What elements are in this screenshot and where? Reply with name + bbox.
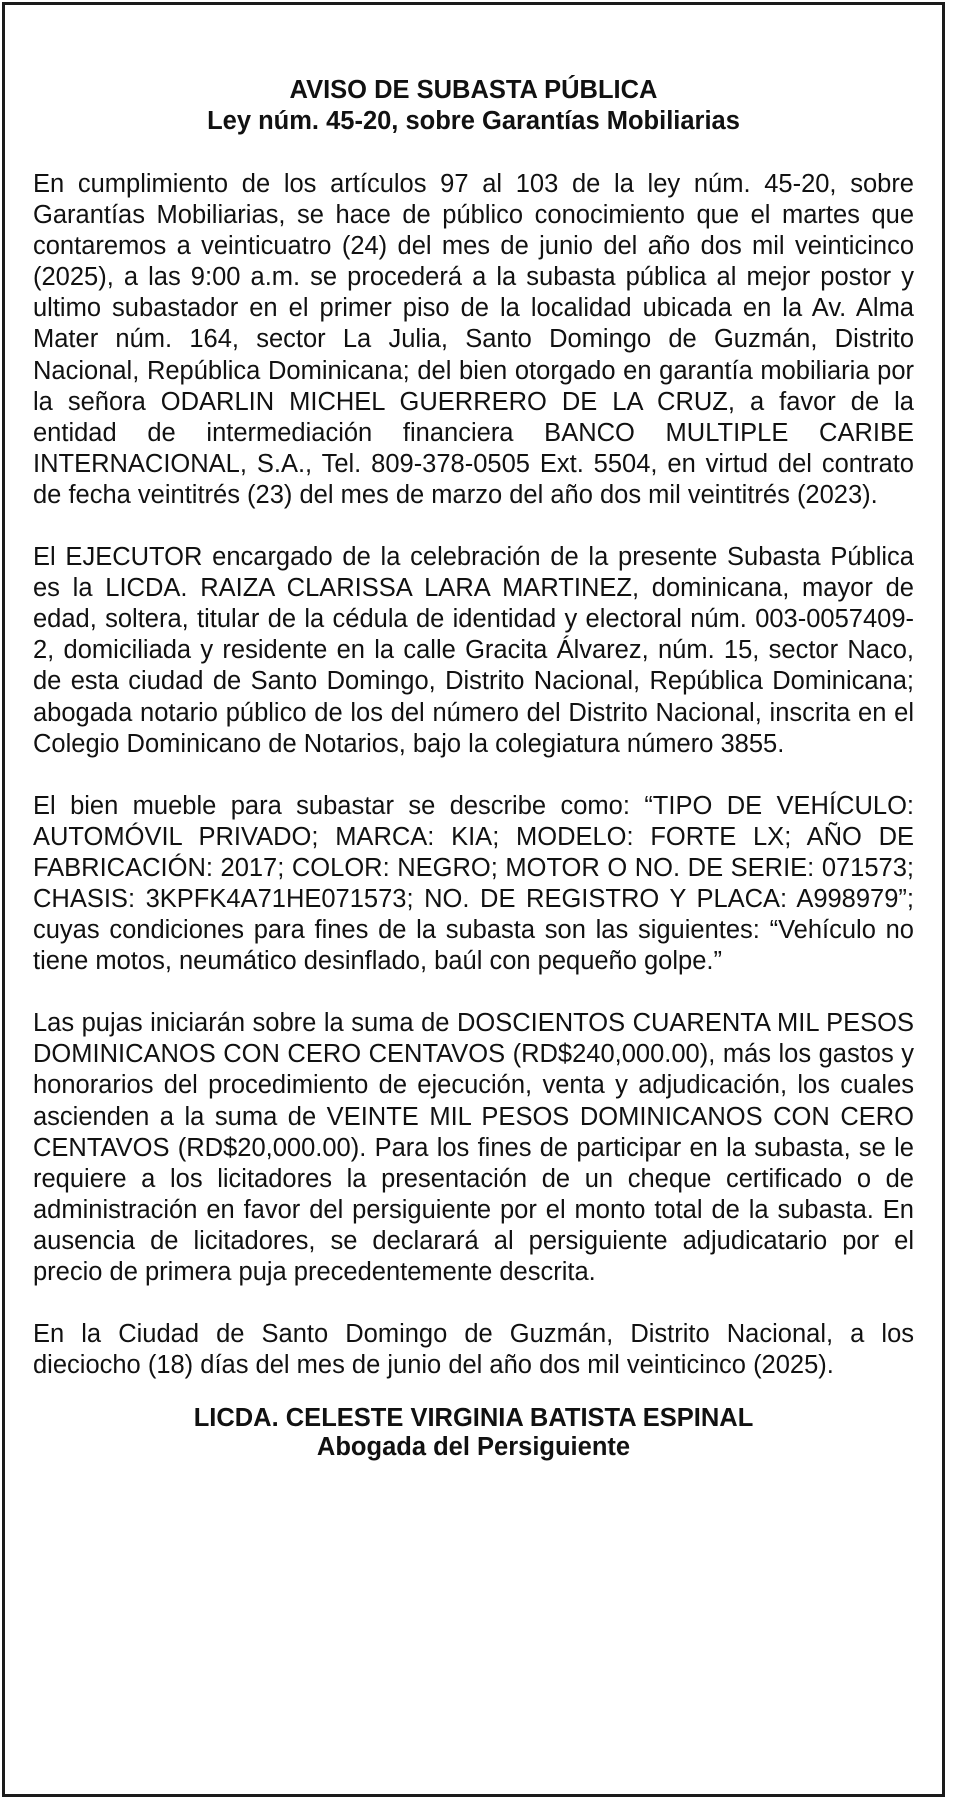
paragraph-executor: El EJECUTOR encargado de la celebración de la presente Subasta Pública es la LICDA. RAIZA CLARISSA LARA MARTINEZ, dominicana, mayor de edad, soltera, titular de la cédula de identidad y electoral núm. 003-0057409-2, domiciliada y residente en la calle Gracita Álvarez, núm. 15, sector Naco, de esta ciudad de Santo Domingo, Distrito Nacional, República Dominicana; abogada notario público de los del número del Distrito Nacional, inscrita en el Colegio Dominicano de Notarios, bajo la colegiatura número 3855.	[33, 543, 914, 758]
paragraph-place-date: En la Ciudad de Santo Domingo de Guzmán, Distrito Nacional, a los dieciocho (18) días del mes de junio del año dos mil veinticinco (2025).	[33, 1320, 914, 1380]
signature-role: Abogada del Persiguiente	[316, 1433, 631, 1462]
notice-subtitle: Ley núm. 45-20, sobre Garantías Mobiliarias	[207, 107, 740, 135]
notice-content	[33, 75, 914, 1462]
signature-name: LICDA. CELESTE VIRGINIA BATISTA ESPINAL	[193, 1404, 754, 1433]
paragraph-vehicle-description: El bien mueble para subastar se describe como: “TIPO DE VEHÍCULO: AUTOMÓVIL PRIVADO; MARCA: KIA; MODELO: FORTE LX; AÑO DE FABRICACIÓN: 2017; COLOR: NEGRO; MOTOR O NO. DE SERIE: 071573; CHASIS: 3KPFK4A71HE071573; NO. DE REGISTRO Y PLACA: A998979”; cuyas condiciones para fines de la subasta son las siguientes: “Vehículo no tiene motos, neumático desinflado, baúl con pequeño golpe.”	[33, 791, 914, 976]
paragraph-bidding-terms: Las pujas iniciarán sobre la suma de DOSCIENTOS CUARENTA MIL PESOS DOMINICANOS CON CERO CENTAVOS (RD$240,000.00), más los gastos y honorarios del procedimiento de ejecución, venta y adjudicación, los cuales ascienden a la suma de VEINTE MIL PESOS DOMINICANOS CON CERO CENTAVOS (RD$20,000.00). Para los fines de participar en la subasta, se le requiere a los licitadores la presentación de un cheque certificado o de administración en favor del persiguiente por el monto total de la subasta. En ausencia de licitadores, se declarará al persiguiente adjudicatario por el precio de primera puja precedentemente descrita.	[33, 1009, 914, 1286]
signature-block	[33, 1404, 914, 1462]
auction-notice	[2, 2, 945, 1797]
notice-title: AVISO DE SUBASTA PÚBLICA	[289, 76, 658, 104]
paragraph-auction-announcement: En cumplimiento de los artículos 97 al 103 de la ley núm. 45-20, sobre Garantías Mobiliarias, se hace de público conocimiento que el martes que contaremos a veinticuatro (24) del mes de junio del año dos mil veinticinco (2025), a las 9:00 a.m. se procederá a la subasta pública al mejor postor y ultimo subastador en el primer piso de la localidad ubicada en la Av. Alma Mater núm. 164, sector La Julia, Santo Domingo de Guzmán, Distrito Nacional, República Dominicana; del bien otorgado en garantía mobiliaria por la señora ODARLIN MICHEL GUERRERO DE LA CRUZ, a favor de la entidad de intermediación financiera BANCO MULTIPLE CARIBE INTERNACIONAL, S.A., Tel. 809-378-0505 Ext. 5504, en virtud del contrato de fecha veintitrés (23) del mes de marzo del año dos mil veintitrés (2023).	[33, 170, 914, 509]
